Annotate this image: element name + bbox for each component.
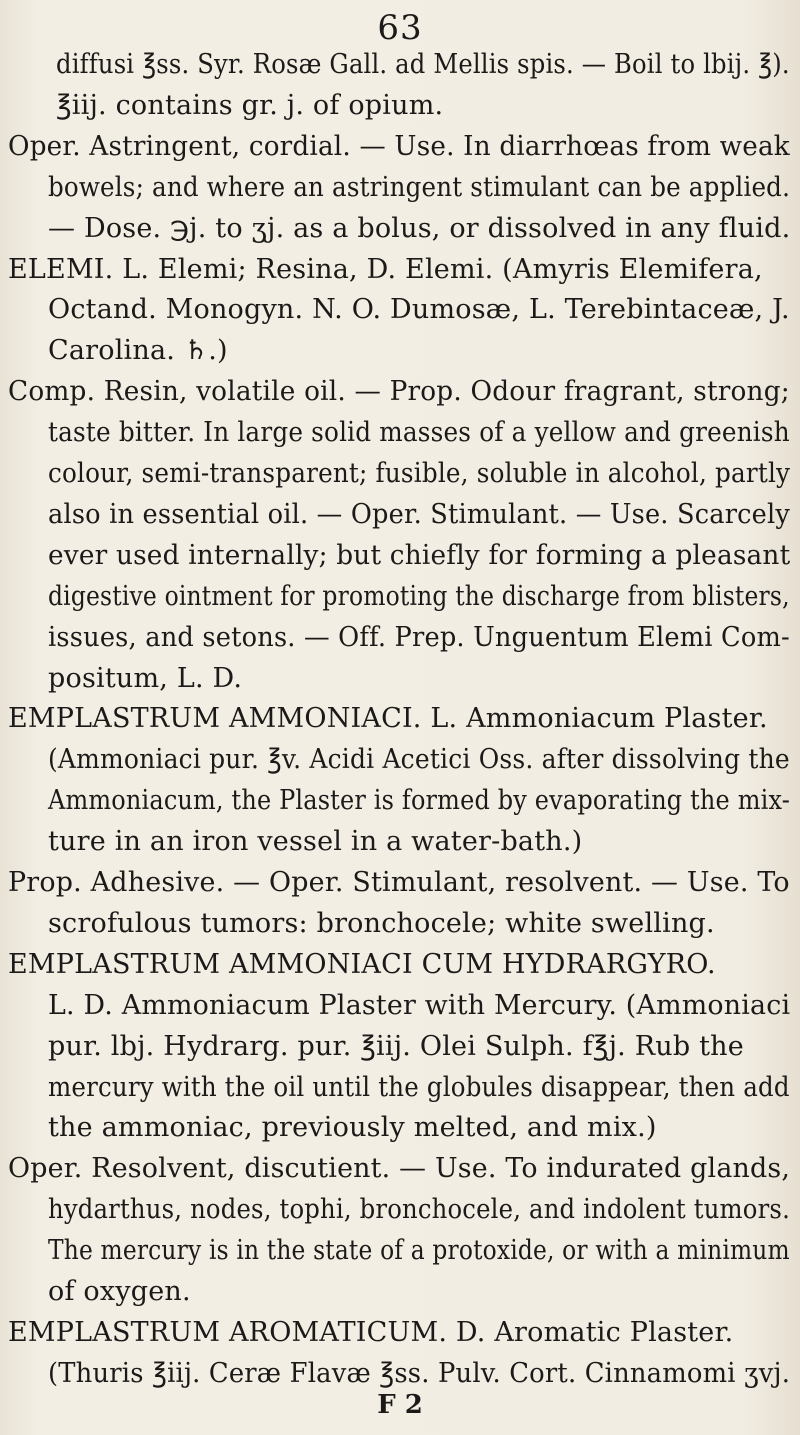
text-line: EMPLASTRUM AMMONIACI CUM HYDRARGYRO. [8, 948, 716, 980]
text-line: issues, and setons. — Off. Prep. Unguentum Elemi Com- [48, 621, 790, 653]
text-line: taste bitter. In large solid masses of a yellow and greenish [48, 417, 790, 449]
text-line: of oxygen. [48, 1276, 191, 1307]
page-number: 63 [377, 8, 423, 48]
text-line: diffusi ℥ss. Syr. Rosæ Gall. ad Mellis spis. — Boil to lbij. ℥). [56, 49, 790, 80]
text-line: ever used internally; but chiefly for forming a pleasant [48, 539, 791, 571]
text-line: Prop. Adhesive. — Oper. Stimulant, resolvent. — Use. To [8, 867, 790, 898]
text-line: Ammoniacum, the Plaster is formed by evaporating the mix- [48, 785, 791, 817]
signature-mark: F 2 [377, 1390, 423, 1420]
text-line: mercury with the oil until the globules disappear, then add [48, 1071, 790, 1103]
text-line: Oper. Astringent, cordial. — Use. In diarrhœas from weak [8, 130, 790, 162]
text-line: bowels; and where an astringent stimulant can be applied. [48, 171, 791, 203]
text-line: L. D. Ammoniacum Plaster with Mercury. (Ammoniaci [48, 989, 791, 1021]
text-line: also in essential oil. — Oper. Stimulant. — Use. Scarcely [48, 498, 791, 530]
text-line: ℥iij. contains gr. j. of opium. [56, 89, 444, 121]
text-line: EMPLASTRUM AROMATICUM. D. Aromatic Plaster. [8, 1316, 734, 1348]
text-line: hydarthus, nodes, tophi, bronchocele, and indolent tumors. [48, 1194, 790, 1226]
text-line: pur. lbj. Hydrarg. pur. ℥iij. Olei Sulph. f℥j. Rub the [48, 1030, 744, 1062]
text-line: positum, L. D. [48, 662, 243, 694]
text-line: Octand. Monogyn. N. O. Dumosæ, L. Terebintaceæ, J. [48, 294, 790, 326]
text-line: — Dose. ℈j. to ʒj. as a bolus, or dissolved in any fluid. [48, 212, 791, 244]
text-line: Oper. Resolvent, discutient. — Use. To indurated glands, [8, 1153, 791, 1185]
text-line: Carolina. ♄.) [48, 335, 228, 367]
text-line: the ammoniac, previously melted, and mix.) [48, 1112, 657, 1144]
text-line: digestive ointment for promoting the discharge from blisters, [48, 580, 790, 612]
text-line: ture in an iron vessel in a water-bath.) [48, 826, 583, 858]
text-line: ELEMI. L. Elemi; Resina, D. Elemi. (Amyris Elemifera, [8, 253, 763, 285]
text-line: The mercury is in the state of a protoxide, or with a minimum [48, 1235, 790, 1267]
text-line: colour, semi-transparent; fusible, soluble in alcohol, partly [48, 458, 791, 489]
text-line: (Ammoniaci pur. ℥v. Acidi Acetici Oss. after dissolving the [48, 744, 790, 776]
text-line: scrofulous tumors: bronchocele; white swelling. [48, 907, 715, 939]
text-line: Comp. Resin, volatile oil. — Prop. Odour fragrant, strong; [8, 376, 790, 408]
text-line: (Thuris ℥iij. Ceræ Flavæ ℥ss. Pulv. Cort. Cinnamomi ʒvj. [48, 1357, 791, 1389]
text-line: EMPLASTRUM AMMONIACI. L. Ammoniacum Plaster. [8, 703, 768, 735]
